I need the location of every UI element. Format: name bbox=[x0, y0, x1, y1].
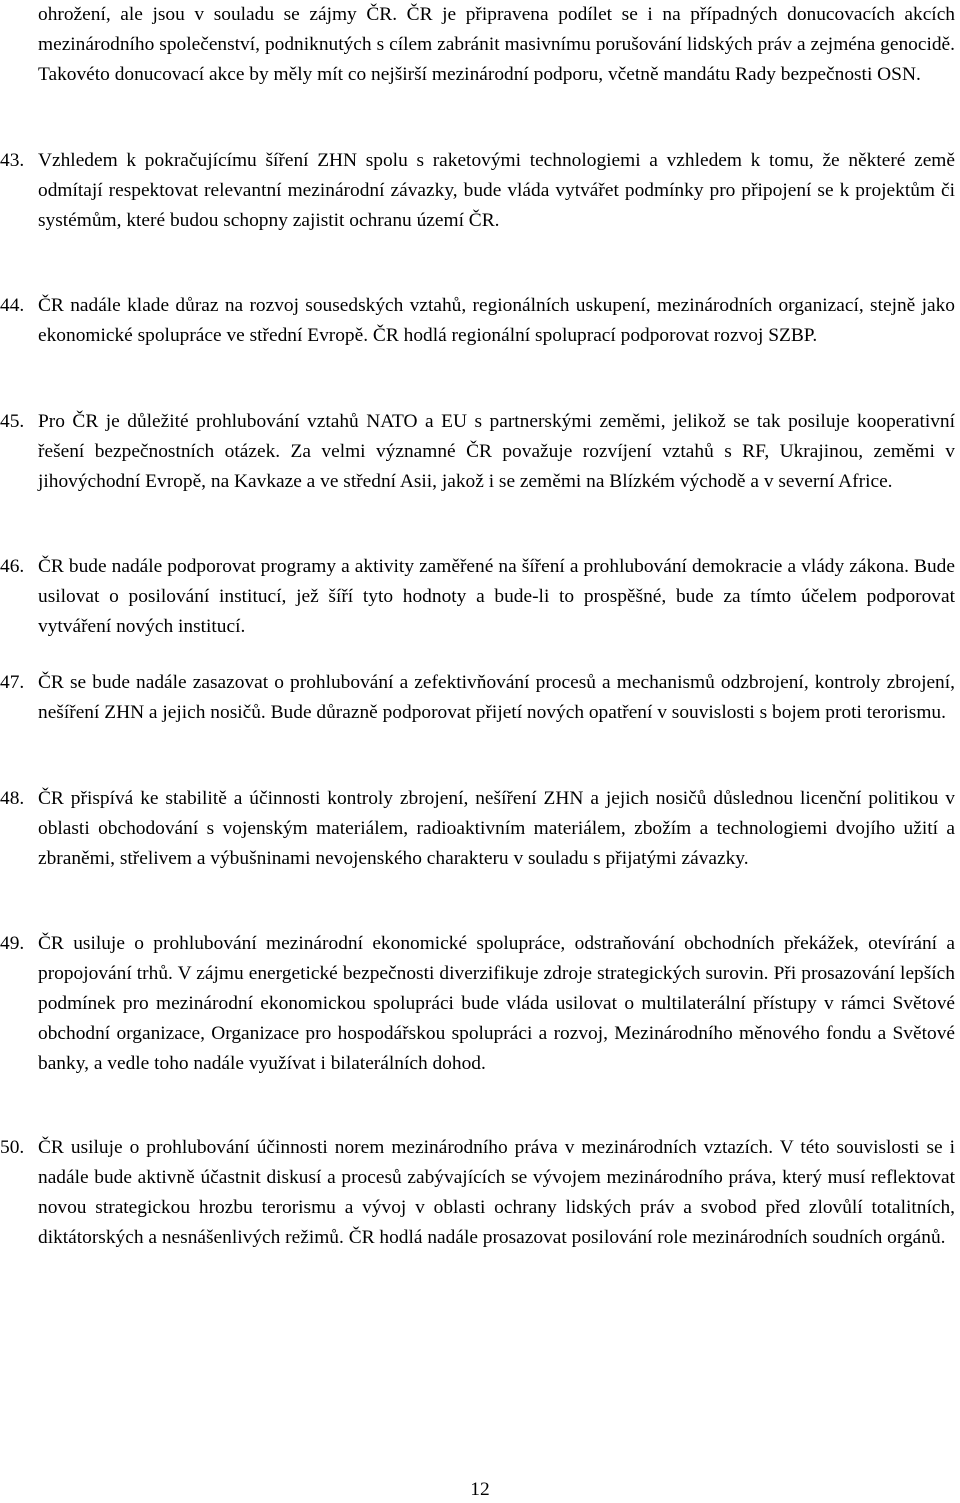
paragraph-number: 45. bbox=[0, 411, 25, 432]
paragraph-text: ČR usiluje o prohlubování mezinárodní ekonomické spolupráce, odstraňování obchodních překážek, otevírání a propojování trhů. V zájmu energetické bezpečnosti diverzifikuje zdroje strategických surovin. Při prosazování lepších podmínek pro mezinárodní ekonomickou spolupráci bude vláda usilovat o multilaterální přístupy v rámci Světové obchodní organizace, Organizace pro hospodářskou spolupráci a rozvoj, Mezinárodního měnového fondu a Světové banky, a vedle toho nadále využívat i bilaterálních dohod. bbox=[38, 933, 955, 1074]
paragraph-number: 43. bbox=[0, 150, 25, 171]
paragraph-43 bbox=[0, 146, 955, 236]
paragraph-47 bbox=[0, 668, 955, 728]
page-number: 12 bbox=[470, 1479, 490, 1500]
paragraph-text: ČR bude nadále podporovat programy a aktivity zaměřené na šíření a prohlubování demokracie a vlády zákona. Bude usilovat o posilování institucí, jež šíří tyto hodnoty a bude-li to prospěšné, bude za tímto účelem podporovat vytváření nových institucí. bbox=[38, 556, 955, 637]
paragraph-number: 44. bbox=[0, 295, 25, 316]
paragraph-text: ČR se bude nadále zasazovat o prohlubování a zefektivňování procesů a mechanismů odzbrojení, kontroly zbrojení, nešíření ZHN a jejich nosičů. Bude důrazně podporovat přijetí nových opatření v souvislosti s bojem proti terorismu. bbox=[38, 672, 955, 723]
paragraph-number: 46. bbox=[0, 556, 25, 577]
paragraph-46 bbox=[0, 552, 955, 642]
paragraph-50 bbox=[0, 1133, 955, 1253]
paragraph-text: ČR nadále klade důraz na rozvoj sousedských vztahů, regionálních uskupení, mezinárodních organizací, stejně jako ekonomické spolupráce ve střední Evropě. ČR hodlá regionální spoluprací podporovat rozvoj SZBP. bbox=[38, 295, 955, 346]
paragraph-text: Pro ČR je důležité prohlubování vztahů NATO a EU s partnerskými zeměmi, jelikož se tak posiluje kooperativní řešení bezpečnostních otázek. Za velmi významné ČR považuje rozvíjení vztahů s RF, Ukrajinou, zeměmi v jihovýchodní Evropě, na Kavkaze a ve střední Asii, jakož i se zeměmi na Blízkém východě a v severní Africe. bbox=[38, 411, 955, 492]
paragraph-45 bbox=[0, 407, 955, 497]
paragraph-text: ohrožení, ale jsou v souladu se zájmy ČR. ČR je připravena podílet se i na případných donucovacích akcích mezinárodního společenství, podniknutých s cílem zabránit masivnímu porušování lidských práv a zejména genocidě. Takovéto donucovací akce by měly mít co nejširší mezinárodní podporu, včetně mandátu Rady bezpečnosti OSN. bbox=[38, 4, 955, 85]
paragraph-48 bbox=[0, 784, 955, 874]
paragraph-text: ČR přispívá ke stabilitě a účinnosti kontroly zbrojení, nešíření ZHN a jejich nosičů důslednou licenční politikou v oblasti obchodování s vojenským materiálem, radioaktivním materiálem, zbožím a technologiemi dvojího užití a zbraněmi, střelivem a výbušninami nevojenského charakteru v souladu s přijatými závazky. bbox=[38, 788, 955, 869]
paragraph-continuation bbox=[38, 0, 955, 90]
paragraph-text: ČR usiluje o prohlubování účinnosti norem mezinárodního práva v mezinárodních vztazích. V této souvislosti se i nadále bude aktivně účastnit diskusí a procesů zabývajících se vývojem mezinárodního práva, který musí reflektovat novou strategickou hrozbu terorismu a vývoj v oblasti ochrany lidských práv a svobod před zlovůlí totalitních, diktátorských a nesnášenlivých režimů. ČR hodlá nadále prosazovat posilování role mezinárodních soudních orgánů. bbox=[38, 1137, 955, 1248]
paragraph-number: 49. bbox=[0, 933, 25, 954]
paragraph-number: 50. bbox=[0, 1137, 25, 1158]
paragraph-number: 47. bbox=[0, 672, 25, 693]
paragraph-49 bbox=[0, 929, 955, 1079]
paragraph-number: 48. bbox=[0, 788, 25, 809]
paragraph-text: Vzhledem k pokračujícímu šíření ZHN spolu s raketovými technologiemi a vzhledem k tomu, že některé země odmítají respektovat relevantní mezinárodní závazky, bude vláda vytvářet podmínky pro připojení se k projektům či systémům, které budou schopny zajistit ochranu území ČR. bbox=[38, 150, 955, 231]
paragraph-44 bbox=[0, 291, 955, 351]
